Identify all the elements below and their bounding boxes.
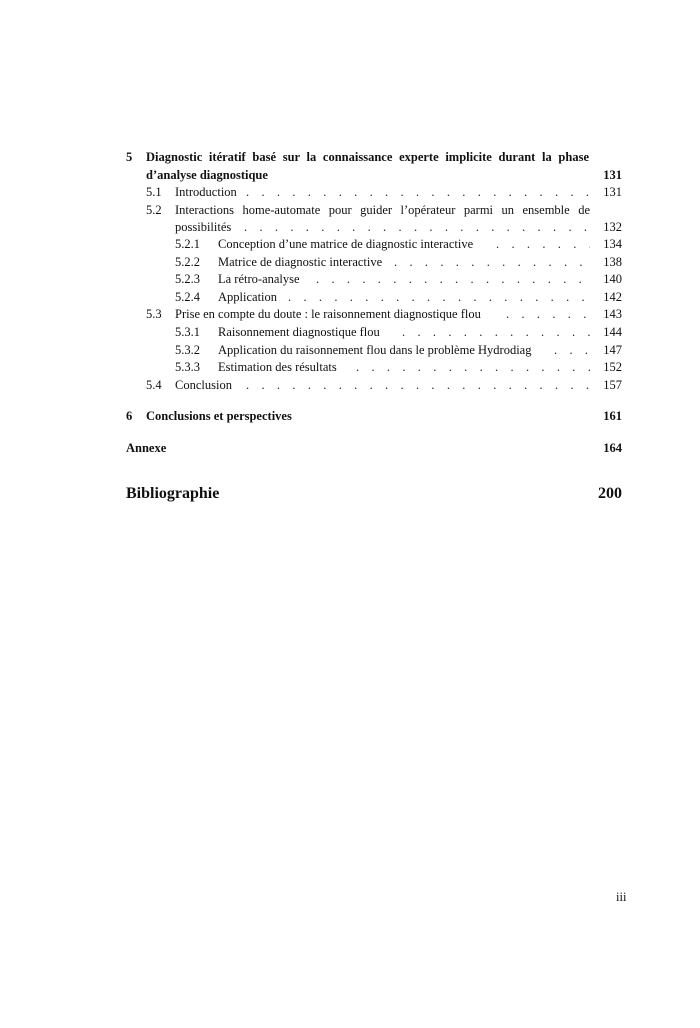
chapter-number: 5 (126, 150, 133, 164)
section-title-line1: Interactions home-automate pour guider l’opérateur parmi un ensemble de (175, 203, 590, 217)
annexe-title: Annexe (126, 441, 167, 455)
chapter-page: 161 (603, 409, 622, 423)
subsection-number: 5.2.1 (175, 237, 200, 251)
chapter-page: 131 (603, 168, 622, 182)
section-title-line2: possibilités (175, 220, 232, 234)
subsection-page: 142 (603, 290, 622, 304)
chapter-number: 6 (126, 409, 133, 423)
subsection-title: Application du raisonnement flou dans le problème Hydrodiag (218, 343, 532, 357)
section-page: 131 (603, 185, 622, 199)
subsection-title: Conception d’une matrice de diagnostic interactive (218, 237, 474, 251)
subsection-page: 138 (603, 255, 622, 269)
annexe-page: 164 (603, 441, 622, 455)
subsection-page: 140 (603, 272, 622, 286)
section-title: Prise en compte du doute : le raisonnement diagnostique flou (175, 307, 481, 321)
subsection-number: 5.3.2 (175, 343, 200, 357)
leader-dots (246, 377, 590, 393)
section-page: 132 (603, 220, 622, 234)
leader-dots (394, 254, 590, 270)
subsection-number: 5.3.1 (175, 325, 200, 339)
chapter-title-line2: d’analyse diagnostique (146, 168, 268, 182)
section-page: 143 (603, 307, 622, 321)
subsection-page: 144 (603, 325, 622, 339)
leader-dots (402, 324, 590, 340)
chapter-title-line1: Diagnostic itératif basé sur la connaissance experte implicite durant la phase (146, 150, 589, 164)
subsection-title: Raisonnement diagnostique flou (218, 325, 380, 339)
leader-dots (356, 359, 590, 375)
subsection-page: 152 (603, 360, 622, 374)
subsection-number: 5.2.3 (175, 272, 200, 286)
leader-dots (246, 184, 590, 200)
bibliographie-page: 200 (598, 485, 622, 502)
section-title: Conclusion (175, 378, 232, 392)
subsection-page: 134 (603, 237, 622, 251)
subsection-number: 5.3.3 (175, 360, 200, 374)
section-title: Introduction (175, 185, 237, 199)
section-number: 5.1 (146, 185, 162, 199)
subsection-title: Application (218, 290, 278, 304)
section-number: 5.3 (146, 307, 162, 321)
subsection-number: 5.2.2 (175, 255, 200, 269)
subsection-title: La rétro-analyse (218, 272, 300, 286)
leader-dots (506, 306, 590, 322)
leader-dots (496, 236, 590, 252)
bibliographie-title: Bibliographie (126, 485, 220, 502)
chapter-title: Conclusions et perspectives (146, 409, 292, 423)
subsection-page: 147 (603, 343, 622, 357)
footer-page-number: iii (616, 890, 627, 904)
section-number: 5.2 (146, 203, 162, 217)
subsection-title: Estimation des résultats (218, 360, 337, 374)
section-number: 5.4 (146, 378, 162, 392)
leader-dots (288, 289, 590, 305)
leader-dots (244, 219, 590, 235)
leader-dots (316, 271, 590, 287)
section-page: 157 (603, 378, 622, 392)
subsection-number: 5.2.4 (175, 290, 200, 304)
subsection-title: Matrice de diagnostic interactive (218, 255, 383, 269)
